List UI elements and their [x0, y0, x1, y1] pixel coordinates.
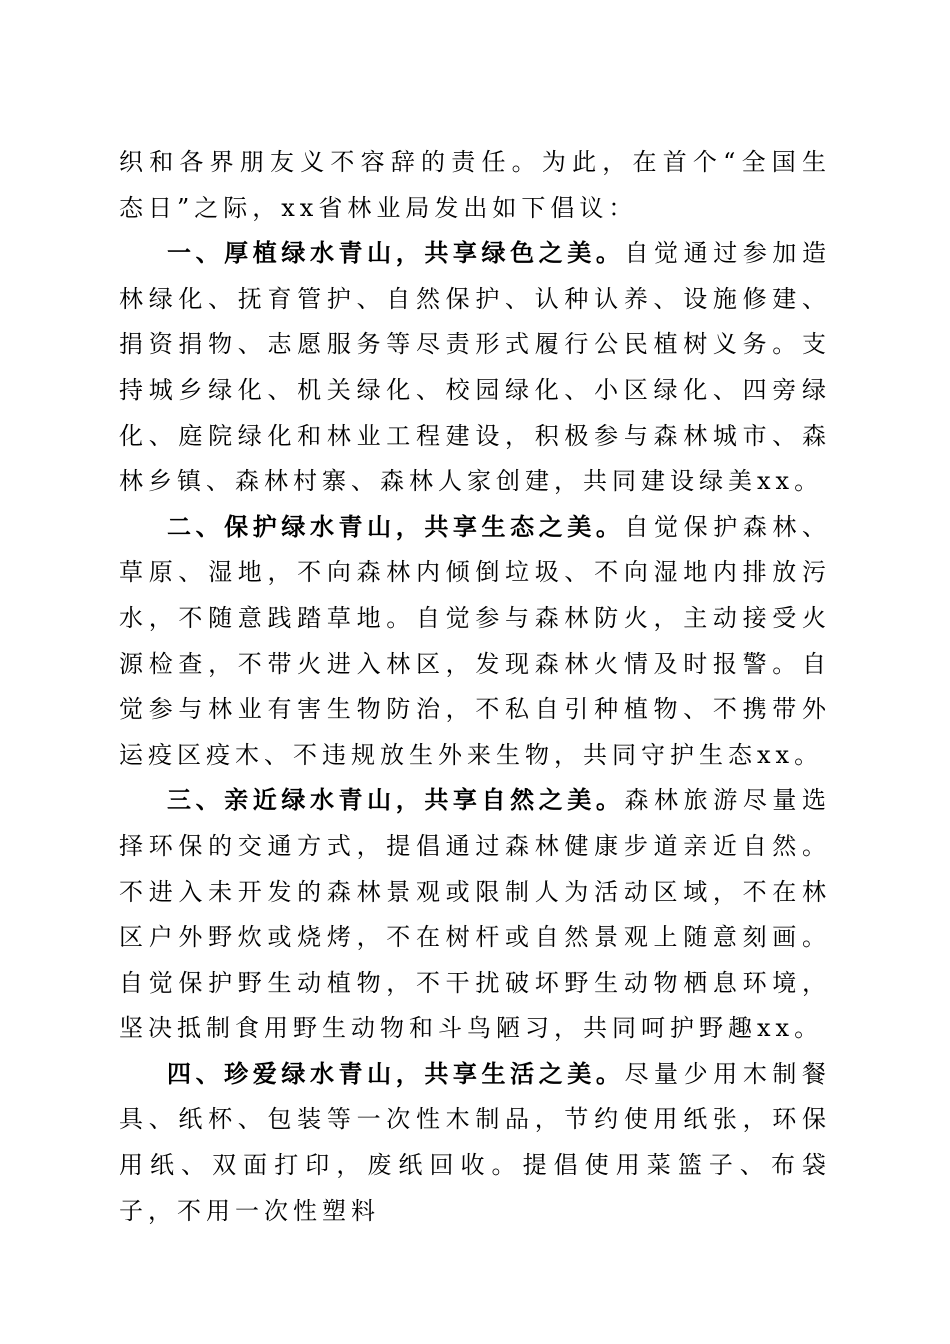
section-paragraph-2 — [119, 505, 831, 779]
document-body — [119, 140, 831, 1234]
section-heading-2: 二、保护绿水青山，共享生态之美。 — [167, 512, 625, 541]
section-heading-3: 三、亲近绿水青山，共享自然之美。 — [167, 786, 625, 815]
intro-paragraph: 织和各界朋友义不容辞的责任。为此，在首个“全国生态日”之际，xx省林业局发出如下倡议： — [119, 148, 831, 222]
section-paragraph-1 — [119, 231, 831, 505]
section-body-4: 尽量少用木制餐具、纸杯、包装等一次性木制品，节约使用纸张，环保用纸、双面打印，废纸回收。提倡使用菜篮子、布袋子，不用一次性塑料 — [119, 1059, 831, 1225]
section-paragraph-4 — [119, 1052, 831, 1234]
section-body-1: 自觉通过参加造林绿化、抚育管护、自然保护、认种认养、设施修建、捐资捐物、志愿服务等尽责形式履行公民植树义务。支持城乡绿化、机关绿化、校园绿化、小区绿化、四旁绿化、庭院绿化和林业工程建设，积极参与森林城市、森林乡镇、森林村寨、森林人家创建，共同建设绿美xx。 — [119, 239, 831, 496]
section-body-3: 森林旅游尽量选择环保的交通方式，提倡通过森林健康步道亲近自然。不进入未开发的森林景观或限制人为活动区域，不在林区户外野炊或烧烤，不在树杆或自然景观上随意刻画。自觉保护野生动植物，不干扰破坏野生动物栖息环境，坚决抵制食用野生动物和斗鸟陋习，共同呵护野趣xx。 — [119, 786, 831, 1043]
section-body-2: 自觉保护森林、草原、湿地，不向森林内倾倒垃圾、不向湿地内排放污水，不随意践踏草地。自觉参与森林防火，主动接受火源检查，不带火进入林区，发现森林火情及时报警。自觉参与林业有害生物防治，不私自引种植物、不携带外运疫区疫木、不违规放生外来生物，共同守护生态xx。 — [119, 512, 831, 769]
section-heading-4: 四、珍爱绿水青山，共享生活之美。 — [167, 1059, 625, 1088]
section-paragraph-3 — [119, 778, 831, 1052]
section-heading-1: 一、厚植绿水青山，共享绿色之美。 — [167, 239, 625, 268]
